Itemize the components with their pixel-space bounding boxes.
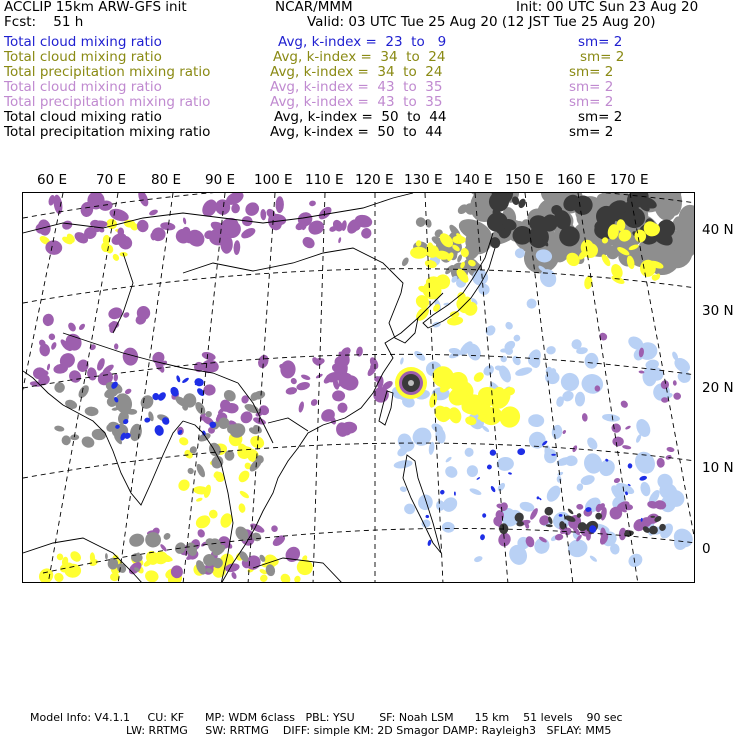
purple-patch [240,226,258,241]
yellow-patch [68,549,83,564]
coastline [113,253,133,333]
light-blue-patch [484,323,498,337]
purple-patch [562,429,567,434]
purple-patch [310,398,319,408]
latitude-label: 0 [702,541,711,557]
blue-patch [454,491,456,495]
purple-patch [260,209,266,220]
gray-cloud-patch [53,381,66,394]
yellow-patch [609,262,625,280]
gray-cloud-patch [105,553,108,559]
longitude-label: 60 E [37,172,67,188]
gray-cloud-patch [76,383,91,399]
blue-patch [490,485,496,493]
cloud-shading-layer [30,193,695,583]
purple-patch [114,343,119,349]
blue-patch [627,463,632,469]
blue-patch [482,513,486,518]
field-k-index-range: Avg, k-index = 34 to 24 [270,64,443,80]
yellow-patch [36,566,56,583]
light-blue-patch [393,459,413,470]
light-blue-patch [441,521,455,533]
blue-patch [639,475,648,481]
purple-patch [86,367,98,382]
purple-patch [656,457,665,468]
yellow-patch [239,490,251,500]
light-blue-patch [463,446,475,458]
light-blue-patch [584,352,599,369]
light-blue-patch [499,355,508,364]
light-blue-patch [546,345,557,355]
light-blue-patch [551,424,563,440]
light-blue-patch [514,366,533,378]
blue-patch [508,472,512,475]
light-blue-patch [634,417,653,439]
model-info-line2: LW: RRTMG SW: RRTMG DIFF: simple KM: 2D Smagor DAMP: Rayleigh3 SFLAY: MM5 [126,724,612,737]
map-panel [22,192,695,583]
purple-patch [673,380,677,386]
blue-patch [194,377,205,387]
dark-cloud-patch [650,516,655,518]
field-smoothing: sm= 2 [578,34,623,50]
purple-patch [613,477,621,484]
light-blue-patch [526,298,538,310]
field-smoothing: sm= 2 [578,109,623,125]
field-k-index-range: Avg, k-index = 50 to 44 [270,124,443,140]
yellow-patch [279,572,293,583]
field-smoothing: sm= 2 [569,124,614,140]
field-name: Total cloud mixing ratio [4,79,162,95]
purple-patch [182,217,186,224]
field-k-index-range: Avg, k-index = 43 to 35 [270,94,443,110]
field-name: Total precipitation mixing ratio [4,94,211,110]
blue-patch [551,454,556,456]
longitude-label: 150 E [505,172,544,188]
blue-patch [476,477,480,481]
gray-cloud-patch [162,532,172,542]
latitude-label: 40 N [702,222,734,238]
gray-cloud-patch [64,398,79,410]
light-blue-patch [504,320,515,331]
model-title: ACCLIP 15km ARW-GFS init [4,0,187,15]
longitude-label: 100 E [254,172,293,188]
light-blue-patch [413,349,427,363]
purple-patch [196,528,206,538]
light-blue-patch [631,448,658,477]
purple-patch [203,384,216,396]
purple-patch [625,425,632,430]
model-info-line1: Model Info: V4.1.1 CU: KF MP: WDM 6class PBL: YSU SF: Noah LSM 15 km 51 levels 90 sec [30,711,623,724]
purple-patch [355,346,363,357]
gray-cloud-patch [84,406,98,416]
purple-patch [148,208,158,216]
gray-cloud-patch [61,435,71,445]
gray-cloud-patch [127,532,146,549]
purple-patch [338,237,342,243]
light-blue-patch [557,369,583,394]
field-k-index-range: Avg, k-index = 43 to 35 [270,79,443,95]
gray-cloud-patch [195,463,207,479]
light-blue-patch [496,456,514,471]
valid-time: Valid: 03 UTC Tue 25 Aug 20 (12 JST Tue 25 Aug 20) [307,14,656,30]
yellow-patch [238,503,246,514]
light-blue-patch [585,436,599,452]
forecast-hour: Fcst: 51 h [4,14,84,30]
blue-patch [536,496,539,499]
field-k-index-range: Avg, k-index = 50 to 44 [274,109,447,125]
longitude-label: 140 E [454,172,493,188]
purple-patch [67,321,78,333]
light-blue-patch [575,392,586,407]
longitude-label: 70 E [96,172,126,188]
purple-patch [46,363,50,370]
yellow-patch [410,247,427,259]
purple-patch [332,390,345,401]
purple-patch [598,331,609,342]
blue-patch [559,514,563,517]
blue-patch [425,514,429,518]
meridian-line [313,193,325,583]
field-name: Total precipitation mixing ratio [4,124,211,140]
blue-patch [153,424,165,437]
light-blue-patch [512,333,521,342]
yellow-patch [236,468,251,484]
field-name: Total cloud mixing ratio [4,109,162,125]
purple-patch [612,436,624,446]
org-title: NCAR/MMM [275,0,353,15]
purple-patch [78,323,86,332]
field-smoothing: sm= 2 [569,64,614,80]
light-blue-patch [557,471,564,476]
field-name: Total precipitation mixing ratio [4,64,211,80]
purple-patch [300,374,311,381]
purple-patch [336,401,349,414]
field-smoothing: sm= 2 [580,49,625,65]
coastline [268,418,308,431]
longitude-label: 170 E [610,172,649,188]
longitude-label: 80 E [151,172,181,188]
light-blue-patch [445,456,453,463]
light-blue-patch [544,483,563,504]
purple-patch [673,392,682,400]
light-blue-patch [639,481,652,497]
blue-patch [489,449,496,456]
purple-patch [666,446,675,452]
dark-cloud-patch [567,508,574,515]
purple-patch [285,386,298,395]
forecast-map [23,193,695,583]
parallel-line [23,269,695,303]
light-blue-patch [473,555,483,563]
light-blue-patch [525,347,543,367]
latitude-label: 30 N [702,303,734,319]
light-blue-patch [496,482,506,493]
light-blue-patch [399,357,404,365]
yellow-patch [111,253,120,262]
light-blue-patch [443,464,460,480]
blue-patch [486,464,493,471]
yellow-patch [52,571,65,583]
purple-patch [233,240,240,255]
gray-cloud-patch [91,428,107,441]
purple-patch [241,395,250,405]
latitude-label: 10 N [702,460,734,476]
yellow-patch [178,436,190,447]
purple-patch [298,401,305,413]
yellow-patch [293,575,301,583]
purple-patch [243,200,262,219]
light-blue-patch [580,372,605,395]
purple-patch [581,413,588,422]
purple-patch [136,219,149,233]
longitude-label: 120 E [355,172,394,188]
typhoon-eye [408,380,414,386]
light-blue-patch [589,555,598,563]
purple-patch [576,503,584,510]
purple-patch [42,313,54,326]
purple-patch [309,200,317,207]
purple-patch [619,399,629,409]
meridian-line [118,193,173,583]
longitude-label: 90 E [205,172,235,188]
gray-cloud-patch [424,218,432,228]
purple-patch [359,226,373,240]
purple-patch [271,533,287,548]
blue-patch [480,534,486,541]
purple-patch [270,525,278,533]
latitude-label: 20 N [702,380,734,396]
blue-patch [439,489,445,495]
gray-cloud-patch [128,423,143,443]
coastline [183,248,403,293]
purple-patch [296,381,311,392]
init-time: Init: 00 UTC Sun 23 Aug 20 [516,0,699,15]
field-k-index-range: Avg, k-index = 34 to 24 [273,49,446,65]
light-blue-patch [528,414,544,427]
blue-patch [176,375,181,383]
yellow-patch [176,477,192,493]
purple-patch [48,333,56,342]
field-name: Total cloud mixing ratio [4,34,162,50]
gray-cloud-patch [186,467,195,476]
gray-cloud-patch [54,425,65,432]
light-blue-patch [511,354,523,366]
longitude-label: 130 E [404,172,443,188]
yellow-patch [144,569,160,583]
longitude-label: 160 E [557,172,596,188]
light-blue-patch [467,465,478,477]
purple-patch [275,196,284,213]
field-smoothing: sm= 2 [569,79,614,95]
purple-patch [113,373,118,381]
gray-cloud-patch [401,256,411,267]
gray-cloud-patch [414,215,428,228]
field-k-index-range: Avg, k-index = 23 to 9 [278,34,447,50]
light-blue-patch [416,493,434,512]
purple-patch [622,445,632,450]
field-name: Total cloud mixing ratio [4,49,162,65]
blue-patch [181,377,189,384]
light-blue-patch [556,476,561,483]
yellow-patch [259,573,269,583]
purple-patch [107,305,124,321]
light-blue-patch [469,487,483,496]
blue-patch [517,448,526,456]
coastline [389,293,418,343]
purple-patch [610,422,623,435]
longitude-label: 110 E [305,172,344,188]
field-smoothing: sm= 2 [569,94,614,110]
light-blue-patch [602,413,621,423]
purple-patch [230,571,237,580]
purple-patch [50,341,57,350]
yellow-patch [196,497,204,503]
purple-patch [61,219,74,231]
purple-patch [290,377,298,386]
purple-patch [300,235,316,251]
